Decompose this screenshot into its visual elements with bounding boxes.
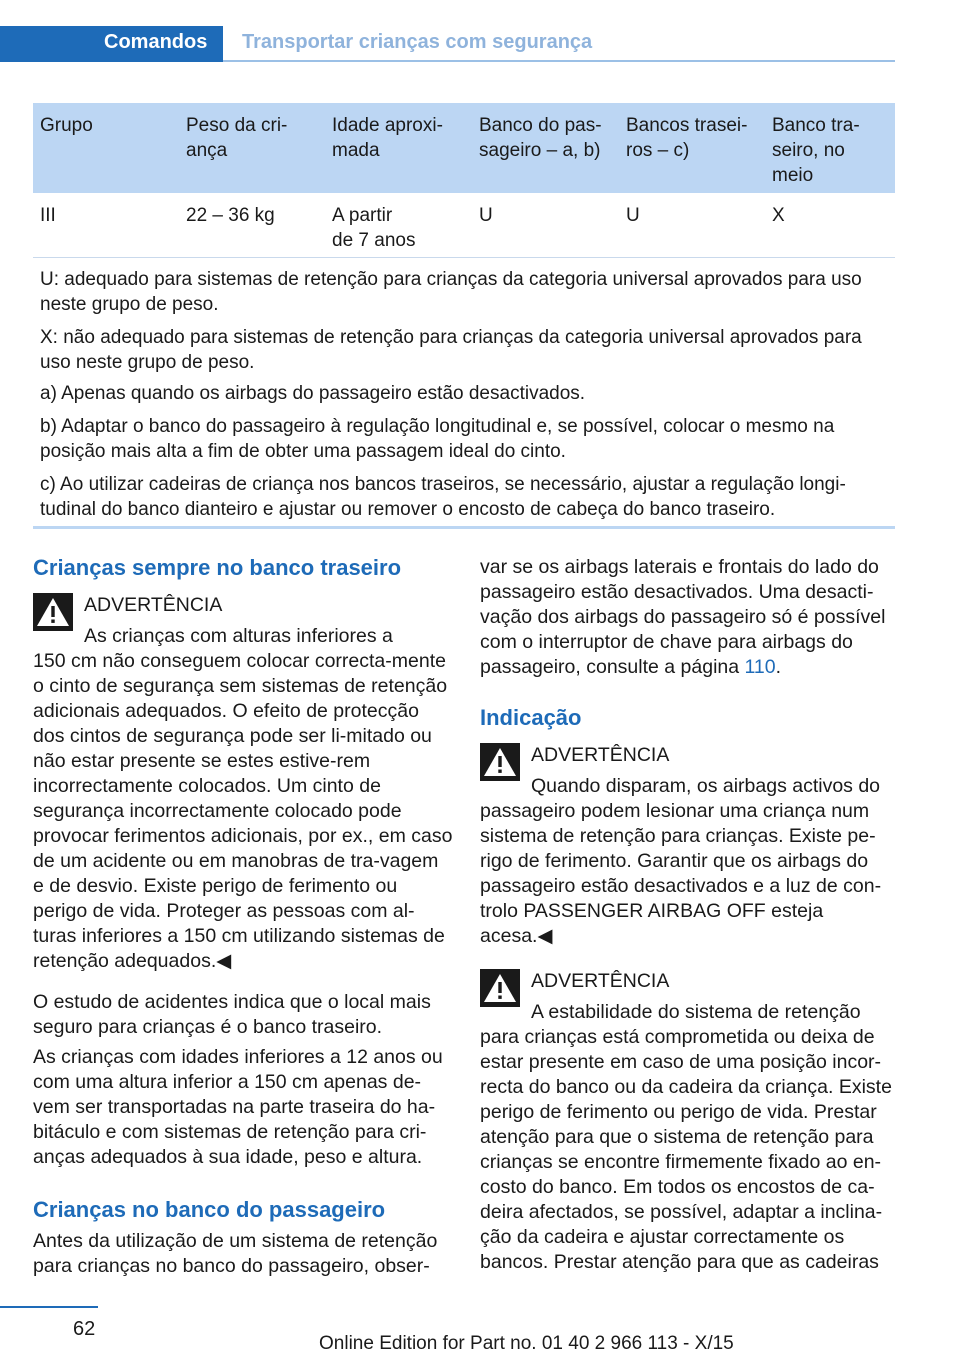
table-cell: U xyxy=(479,205,493,226)
table-footnote: b) Adaptar o banco do passageiro à regulação longitudinal e, se possível, colocar o mesmo na posição mais alta a fim de obter uma passagem ideal do cinto. xyxy=(40,416,835,462)
table-header-cell: Peso da cri- ança xyxy=(186,115,288,161)
table-cell: A partir de 7 anos xyxy=(332,205,416,251)
table-footnote: X: não adequado para sistemas de retenção para crianças da categoria universal aprovados para uso neste grupo de peso. xyxy=(40,327,862,373)
page-reference-link[interactable]: 110 xyxy=(744,656,776,678)
section-heading: Indicação xyxy=(480,705,582,730)
page-number: 62 xyxy=(73,1318,96,1340)
warning-icon xyxy=(480,969,520,1007)
paragraph: O estudo de acidentes indica que o local mais seguro para crianças é o banco traseiro. xyxy=(33,991,431,1038)
table-footnote: c) Ao utilizar cadeiras de criança nos bancos traseiros, se necessário, ajustar a regulação longi-tudinal do banco dianteiro e ajustar ou remover o encosto de cabeça do banco traseiro. xyxy=(40,474,846,520)
header-section-title: Comandos xyxy=(104,31,208,53)
table-header-cell: Idade aproxi- mada xyxy=(332,115,443,161)
paragraph xyxy=(480,555,895,680)
table-footnote: a) Apenas quando os airbags do passageiro estão desactivados. xyxy=(40,383,586,404)
warning-text-first-line: As crianças com alturas inferiores a xyxy=(84,625,393,647)
paragraph: As crianças com idades inferiores a 12 anos ou com uma altura inferior a 150 cm apenas de-vem ser transportadas na parte traseira do ha-bitáculo e com sistemas de retenção para cri-anças adequados à sua idade, peso e altura. xyxy=(33,1046,443,1168)
table-header-cell: Banco tra- seiro, no meio xyxy=(772,115,860,186)
warning-text-first-line: A estabilidade do sistema de retenção xyxy=(531,1001,861,1023)
header-subsection-title: Transportar crianças com segurança xyxy=(242,31,593,53)
warning-title: ADVERTÊNCIA xyxy=(531,744,670,766)
table-header-cell: Banco do pas- sageiro – a, b) xyxy=(479,115,602,161)
paragraph-period: . xyxy=(775,656,782,678)
paragraph: Antes da utilização de um sistema de retenção para crianças no banco do passageiro, obser- xyxy=(33,1230,438,1277)
section-heading: Crianças sempre no banco traseiro xyxy=(33,555,402,580)
warning-title: ADVERTÊNCIA xyxy=(84,594,223,616)
edition-note: Online Edition for Part no. 01 40 2 966 113 - X/15 xyxy=(319,1333,734,1354)
paragraph-text: var se os airbags laterais e frontais do lado do passageiro estão desactivados. Uma desacti-vação dos airbags do passageiro só é possível com o interruptor de chave para airbags do passageiro, consulte a página xyxy=(480,556,886,678)
table-cell: U xyxy=(626,205,640,226)
table-footnote: U: adequado para sistemas de retenção para crianças da categoria universal aprovados para uso neste grupo de peso. xyxy=(40,269,862,315)
table-cell: III xyxy=(40,205,56,226)
table-cell: 22 – 36 kg xyxy=(186,205,275,226)
warning-text: passageiro podem lesionar uma criança num sistema de retenção para crianças. Existe pe-rigo de ferimento. Garantir que os airbags do passageiro estão desactivados e a luz de con-trolo PASSENGER AIRBAG OFF esteja acesa.◀ xyxy=(480,800,882,947)
warning-icon xyxy=(33,593,73,631)
table-row-divider xyxy=(33,257,895,258)
warning-title: ADVERTÊNCIA xyxy=(531,970,670,992)
warning-text: para crianças está comprometida ou deixa de estar presente em caso de uma posição incor-recta do banco ou da cadeira da criança. Existe perigo de ferimento ou perigo de vida. Prestar atenção para que o sistema de retenção para crianças se encontre firmemente fixado ao en-costo do banco. Em todos os encostos de ca-deira afectados, se possível, adaptar a inclina-ção da cadeira e ajustar correctamente os bancos. Prestar atenção para que as cadeiras xyxy=(480,1026,892,1273)
table-header-cell: Bancos trasei- ros – c) xyxy=(626,115,748,161)
section-heading: Crianças no banco do passageiro xyxy=(33,1197,386,1222)
warning-text-first-line: Quando disparam, os airbags activos do xyxy=(531,775,881,797)
footer-rule xyxy=(0,1306,98,1308)
table-bottom-rule xyxy=(33,526,895,529)
table-cell: X xyxy=(772,205,785,226)
warning-text: 150 cm não conseguem colocar correcta-mente o cinto de segurança sem sistemas de retenção adicionais adequados. O efeito de protecção dos cintos de segurança pode ser li-mitado ou não estar presente se estes estive-rem incorrectamente colocados. Um cinto de segurança incorrectamente colocado pode provocar ferimentos adicionais, por ex., em caso de um acidente ou em manobras de tra-vagem e de desvio. Existe perigo de ferimento ou perigo de vida. Proteger as pessoas com al-turas inferiores a 150 cm utilizando sistemas de retenção adequados.◀ xyxy=(33,650,453,972)
warning-icon xyxy=(480,743,520,781)
table-header-cell: Grupo xyxy=(40,115,93,136)
header-underline xyxy=(223,60,895,62)
